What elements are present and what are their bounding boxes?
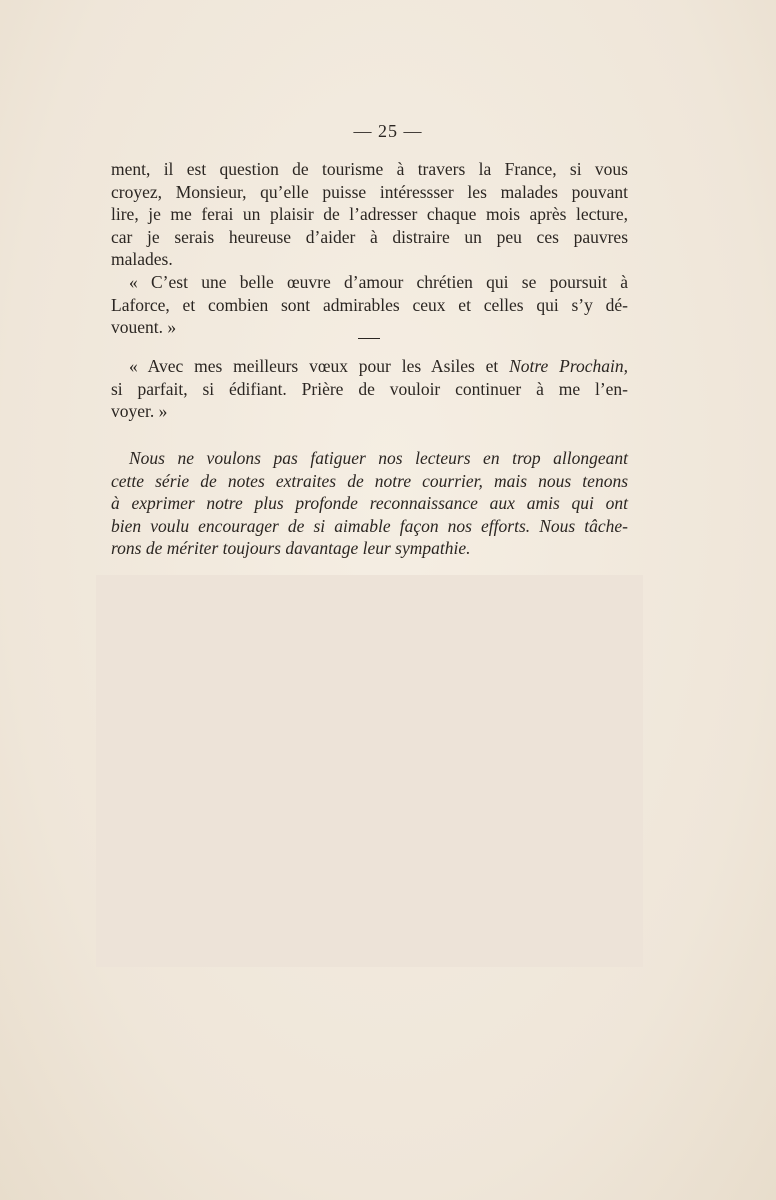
journal-title: Notre Prochain, — [509, 356, 628, 376]
text-line: cette série de notes extraites de notre courrier, mais nous tenons — [111, 470, 628, 491]
text-line: si parfait, si édifiant. Prière de vouloir continuer à me l’en- — [111, 378, 628, 399]
text-line: bien voulu encourager de si aimable façon nos efforts. Nous tâche- — [111, 515, 628, 536]
text-line: vouent. » — [111, 317, 177, 338]
page-number: — 25 — — [353, 121, 423, 141]
paragraph-wishes-quote — [111, 355, 628, 423]
text-line: rons de mériter toujours davantage leur sympathie. — [111, 538, 471, 559]
text-line: malades. — [111, 249, 173, 270]
text-line: à exprimer notre plus profonde reconnaissance aux amis qui ont — [111, 493, 628, 514]
blank-image-area — [96, 575, 643, 967]
text-line: lire, je me ferai un plaisir de l’adresser chaque mois après lecture, — [111, 204, 628, 225]
paragraph-closing-italic — [111, 447, 628, 560]
text-line: car je serais heureuse d’aider à distraire un peu ces pauvres — [111, 226, 628, 247]
text-run: « Avec mes meilleurs vœux pour les Asiles et — [129, 356, 510, 376]
text-line: croyez, Monsieur, qu’elle puisse intéressser les malades pouvant — [111, 181, 628, 202]
text-line — [111, 355, 628, 378]
section-separator — [358, 338, 380, 339]
paragraph-letter-continuation — [111, 158, 628, 339]
text-line: voyer. » — [111, 401, 168, 422]
text-line: « C’est une belle œuvre d’amour chrétien qui se poursuit à — [129, 271, 628, 292]
text-line: ment, il est question de tourisme à travers la France, si vous — [111, 159, 628, 179]
text-line: Nous ne voulons pas fatiguer nos lecteurs en trop allongeant — [129, 448, 628, 468]
text-line: Laforce, et combien sont admirables ceux et celles qui s’y dé- — [111, 294, 628, 315]
